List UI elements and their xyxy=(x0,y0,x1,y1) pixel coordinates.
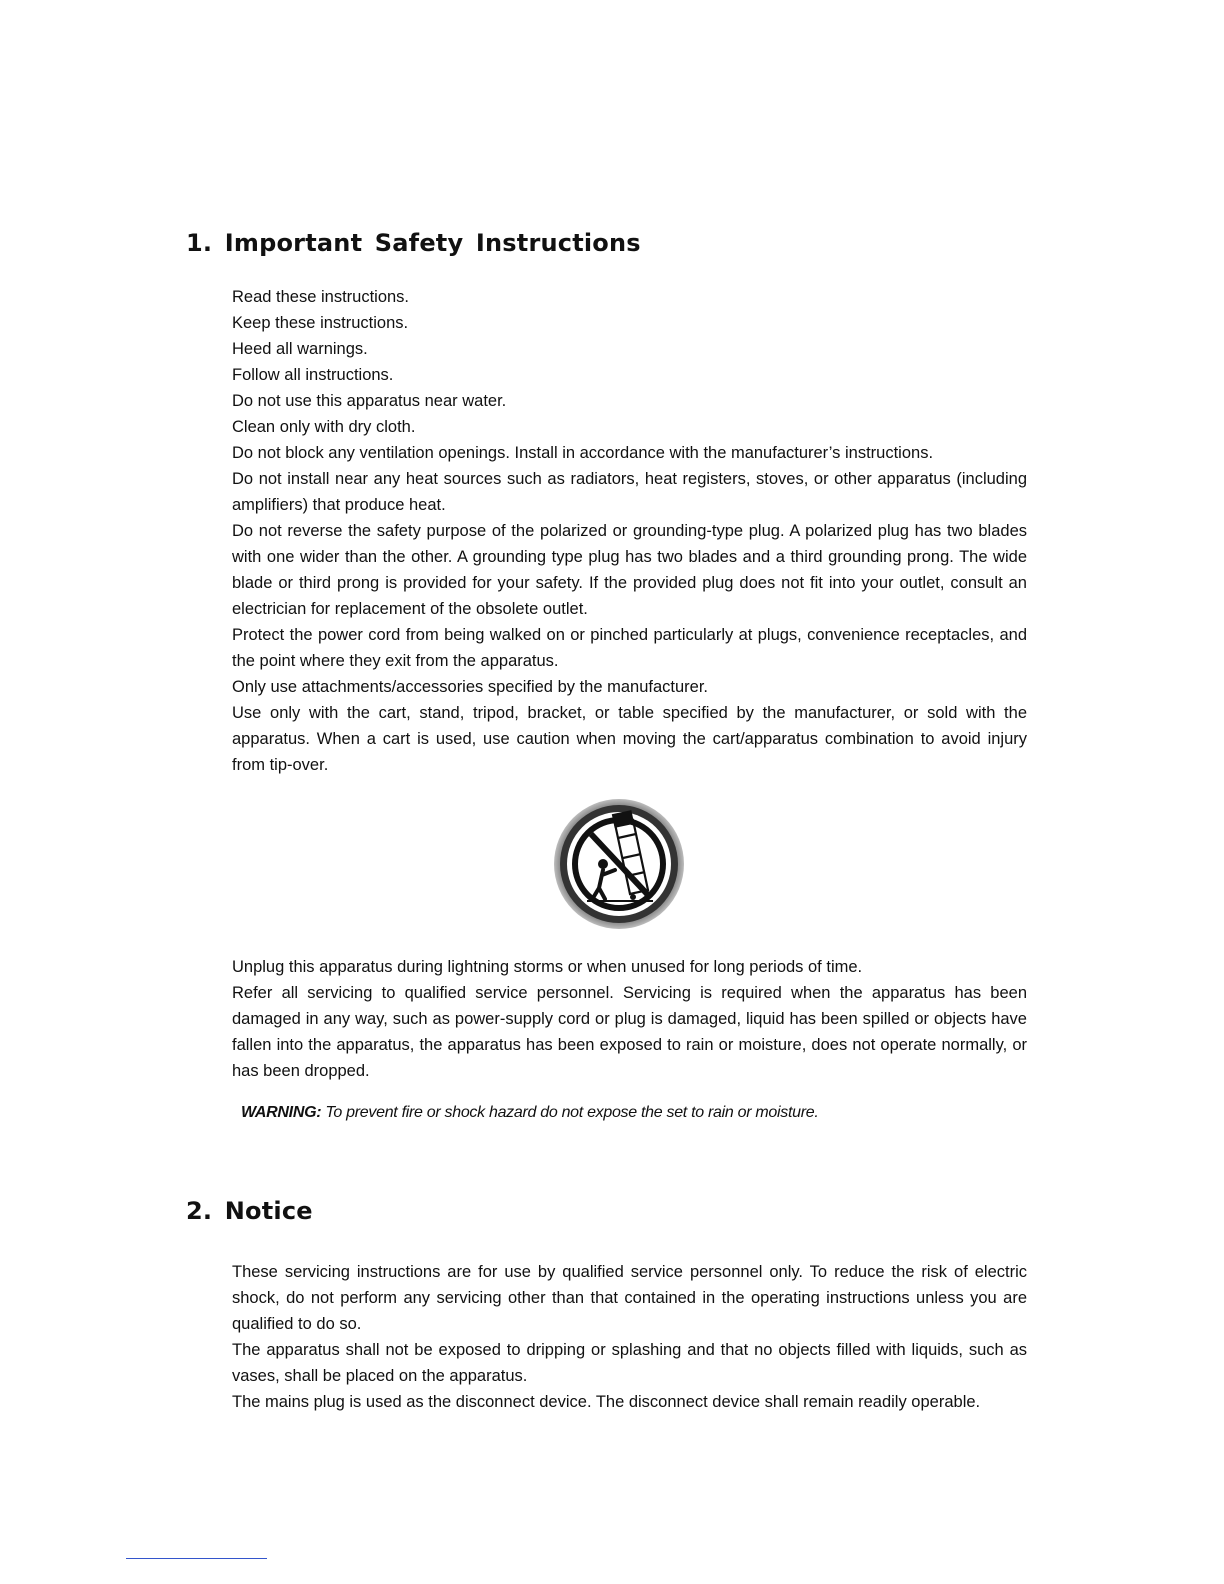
instruction-item: Read these instructions. xyxy=(232,288,410,306)
instruction-item: Do not install near any heat sources such as radiators, heat registers, stoves, or other apparatus (including amplifiers) that produce heat. xyxy=(232,470,1027,514)
instruction-item: Do not reverse the safety purpose of the polarized or grounding-type plug. A polarized plug has two blades with one wider than the other. A grounding type plug has two blades and a third grounding prong. The wide blade or third prong is provided for your safety. If the provided plug does not fit into your outlet, consult an electrician for replacement of the obsolete outlet. xyxy=(232,522,1027,618)
instruction-item: Clean only with dry cloth. xyxy=(232,418,416,436)
instruction-item: Heed all warnings. xyxy=(232,340,368,358)
notice-paragraph: These servicing instructions are for use by qualified service personnel only. To reduce the risk of electric shock, do not perform any servicing other than that contained in the operating instructions unless you are qualified to do so. xyxy=(232,1263,1027,1333)
instruction-item: Use only with the cart, stand, tripod, bracket, or table specified by the manufacturer, or sold with the apparatus. When a cart is used, use caution when moving the cart/apparatus combination to avoid injury from tip-over. xyxy=(232,704,1027,774)
safety-instructions-continued xyxy=(232,954,1027,1084)
cart-tip-over-warning-icon xyxy=(553,798,685,930)
section-heading-notice: 2. Notice xyxy=(186,1197,313,1225)
warning-note xyxy=(241,1104,818,1122)
warning-text: To prevent fire or shock hazard do not expose the set to rain or moisture. xyxy=(325,1104,819,1121)
notice-paragraphs xyxy=(232,1259,1027,1415)
instruction-item: Do not block any ventilation openings. Install in accordance with the manufacturer’s instructions. xyxy=(232,444,934,462)
instruction-item: Keep these instructions. xyxy=(232,314,409,332)
instruction-item: Do not use this apparatus near water. xyxy=(232,392,507,410)
section-heading-safety-instructions: 1. Important Safety Instructions xyxy=(186,229,641,257)
notice-paragraph: The apparatus shall not be exposed to dripping or splashing and that no objects filled with liquids, such as vases, shall be placed on the apparatus. xyxy=(232,1341,1027,1385)
instruction-item: Only use attachments/accessories specified by the manufacturer. xyxy=(232,678,708,696)
instruction-item: Unplug this apparatus during lightning storms or when unused for long periods of time. xyxy=(232,958,863,976)
footer-rule xyxy=(126,1558,267,1559)
warning-label: WARNING: xyxy=(241,1104,322,1121)
instruction-item: Refer all servicing to qualified service personnel. Servicing is required when the apparatus has been damaged in any way, such as power-supply cord or plug is damaged, liquid has been spilled or objects have fallen into the apparatus, the apparatus has been exposed to rain or moisture, does not operate normally, or has been dropped. xyxy=(232,984,1027,1080)
safety-instructions-list xyxy=(232,284,1027,778)
instruction-item: Protect the power cord from being walked on or pinched particularly at plugs, convenience receptacles, and the point where they exit from the apparatus. xyxy=(232,626,1027,670)
notice-paragraph: The mains plug is used as the disconnect device. The disconnect device shall remain readily operable. xyxy=(232,1393,981,1411)
instruction-item: Follow all instructions. xyxy=(232,366,394,384)
